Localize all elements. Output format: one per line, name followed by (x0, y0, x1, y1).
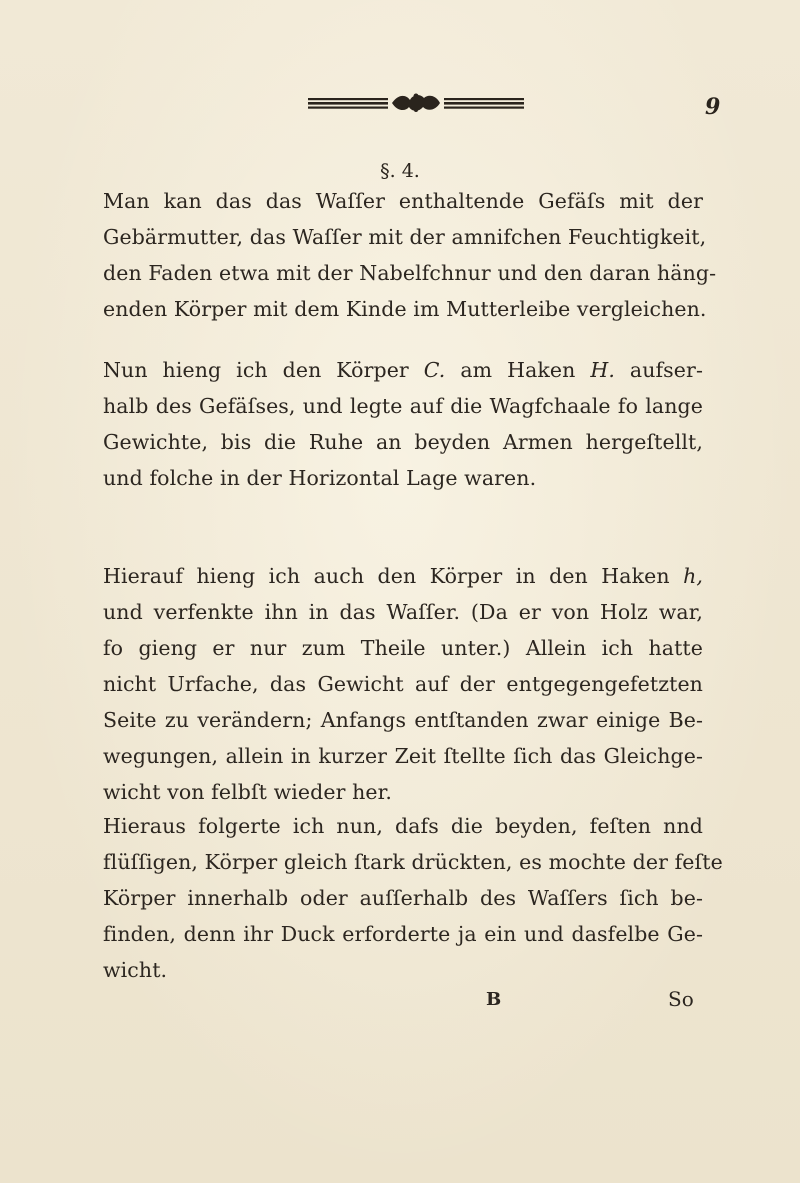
page-number: 9 (705, 94, 721, 120)
text-line: wicht von felbſt wieder her. (103, 780, 392, 804)
text-line: Gebärmutter, das Waſſer mit der amnifchen Feuchtigkeit, (103, 225, 707, 249)
text-line: finden, denn ihr Duck erforderte ja ein und dasfelbe Ge- (103, 922, 703, 946)
text-segment: aufser- (629, 358, 703, 382)
text-line (103, 352, 703, 388)
signature-mark: B (486, 989, 502, 1010)
text-line (103, 558, 703, 594)
paragraph-3 (103, 558, 703, 810)
text-segment: Nun hieng ich den Körper (103, 358, 409, 382)
text-line: Gewichte, bis die Ruhe an beyden Armen hergeſtellt, (103, 430, 703, 454)
text-line: wegungen, allein in kurzer Zeit ſtellte ſich das Gleichge- (103, 744, 703, 768)
text-line: enden Körper mit dem Kinde im Mutterleibe vergleichen. (103, 297, 707, 321)
text-segment: Hierauf hieng ich auch den Körper in den Haken (103, 564, 670, 588)
text-line: Hieraus folgerte ich nun, dafs die beyden, feſten nnd (103, 814, 703, 838)
hook-label-h-small: h, (683, 564, 703, 588)
text-line: und folche in der Horizontal Lage waren. (103, 466, 537, 490)
paragraph-4 (103, 808, 723, 988)
text-line: den Faden etwa mit der Nabelfchnur und den daran häng- (103, 261, 717, 285)
hook-label-h: H. (590, 358, 615, 382)
ornament-rule-icon (302, 92, 530, 114)
text-line: Seite zu verändern; Anfangs entſtanden zwar einige Be- (103, 708, 703, 732)
text-segment: am Haken (460, 358, 576, 382)
body-label-c: C. (423, 358, 446, 382)
text-line: halb des Gefäſses, und legte auf die Wagfchaale fo lange (103, 394, 703, 418)
text-line: nicht Urfache, das Gewicht auf der entgegengefetzten (103, 672, 703, 696)
section-heading: §. 4. (380, 160, 420, 182)
text-line: Man kan das das Waſſer enthaltende Gefäſs mit der (103, 189, 703, 213)
text-line: flüſſigen, Körper gleich ſtark drückten, es mochte der feſte (103, 850, 723, 874)
text-line: wicht. (103, 958, 168, 982)
text-line: und verfenkte ihn in das Waſſer. (Da er von Holz war, (103, 600, 703, 624)
text-line: fo gieng er nur zum Theile unter.) Allein ich hatte (103, 636, 703, 660)
paragraph-1 (103, 183, 717, 327)
catchword: So (668, 987, 694, 1011)
paragraph-2 (103, 352, 703, 496)
text-line: Körper innerhalb oder auſſerhalb des Waſſers ſich be- (103, 886, 703, 910)
